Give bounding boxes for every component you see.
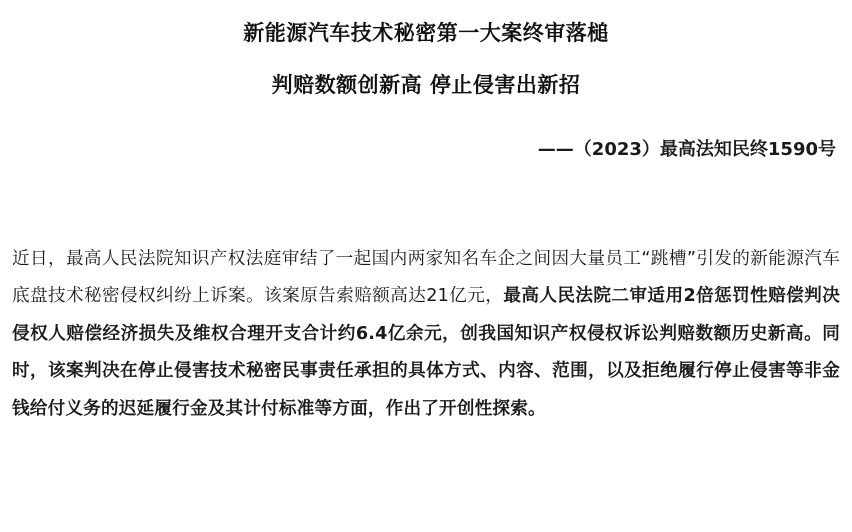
article-title-line-2: 判赔数额创新高 停止侵害出新招: [271, 73, 581, 97]
body-text-regular: 近日，最高人民法院知识产权法庭审结了一起国内两家知名车企之间因大量员工“跳槽”引发的新能源汽车底盘技术秘密侵权纠纷上诉案。该案原告索赔额高达21亿元，: [12, 249, 840, 307]
body-paragraph: [12, 241, 840, 428]
body-text-bold: 最高人民法院二审适用2倍惩罚性赔偿判决侵权人赔偿经济损失及维权合理开支合计约6.4亿余元，创我国知识产权侵权诉讼判赔数额历史新高。同时，该案判决在停止侵害技术秘密民事责任承担的具体方式、内容、范围，以及拒绝履行停止侵害等非金钱给付义务的迟延履行金及其计付标准等方面，作出了开创性探索。: [12, 286, 840, 419]
case-reference: ——（2023）最高法知民终1590号: [537, 139, 836, 160]
article-title-line-1: 新能源汽车技术秘密第一大案终审落槌: [243, 21, 609, 45]
